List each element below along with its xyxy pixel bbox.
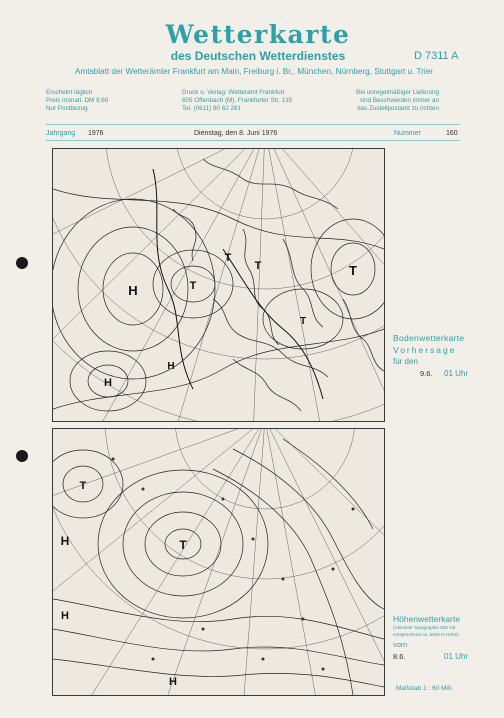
map1-label-line2: Vorhersage xyxy=(393,345,457,355)
coastlines xyxy=(173,159,384,411)
publication-info-left xyxy=(46,89,108,113)
info-line: Bei unregelmäßiger Lieferung xyxy=(356,89,439,96)
pressure-label: T xyxy=(224,252,232,264)
issue-year: 1976 xyxy=(88,130,104,137)
map1-label-line1: Bodenwetterkarte xyxy=(393,333,465,343)
pressure-label: H xyxy=(169,676,177,688)
issue-date: Dienstag, den 8. Juni 1976 xyxy=(194,130,278,137)
binder-hole xyxy=(16,450,28,462)
issue-number: 160 xyxy=(446,130,458,137)
info-line: das Zustellpostamt zu richten xyxy=(357,105,439,112)
map2-label-line2: (Absolute Topographie 500 mb xyxy=(393,625,456,630)
pressure-label: T xyxy=(79,480,87,492)
binder-hole xyxy=(16,257,28,269)
surface-weather-map xyxy=(52,148,385,422)
issue-divider xyxy=(46,140,460,141)
map-scale: Maßstab 1 : 60 Mill. xyxy=(396,685,453,692)
pressure-label: H xyxy=(61,610,69,622)
weather-fronts xyxy=(153,169,323,399)
pressure-centers xyxy=(61,480,188,688)
jahrgang-label: Jahrgang xyxy=(46,130,76,137)
map1-date: 9.6. xyxy=(420,369,433,378)
page-title: Wetterkarte xyxy=(165,20,351,49)
pressure-label: H xyxy=(104,377,112,389)
pressure-label: T xyxy=(254,260,262,272)
upper-air-weather-map xyxy=(52,428,385,696)
header-divider xyxy=(46,124,460,125)
publication-info-middle xyxy=(182,89,292,113)
surface-map-drawing xyxy=(53,149,384,421)
isobars xyxy=(53,189,384,411)
pressure-label: T xyxy=(299,316,307,327)
amtsblatt-line: Amtsblatt der Wetterämter Frankfurt am Main, Freiburg i. Br., München, Nürnberg, Stuttgart u. Trier xyxy=(75,67,433,76)
info-line: Druck u. Verlag: Wetteramt Frankfurt xyxy=(182,89,285,96)
map1-time: 01 Uhr xyxy=(444,369,469,378)
pressure-label: T xyxy=(349,263,357,278)
page-subtitle: des Deutschen Wetterdienstes xyxy=(170,49,346,63)
pressure-label: H xyxy=(128,283,138,298)
pressure-label: T xyxy=(189,280,197,292)
station-plots xyxy=(112,458,355,671)
info-line: sind Beschwerden immer an xyxy=(359,97,439,104)
doc-number: D 7311 A xyxy=(414,50,459,62)
map2-label-line4: vom xyxy=(393,640,408,649)
pressure-label: H xyxy=(167,361,175,372)
info-line: Erscheint täglich xyxy=(46,89,93,96)
map2-date: 8.6. xyxy=(393,652,406,661)
publication-info-right xyxy=(356,89,439,113)
upper-air-map-drawing xyxy=(53,429,384,695)
map2-time: 01 Uhr xyxy=(444,652,469,661)
nummer-label: Nummer xyxy=(394,130,421,137)
info-line: Nur Postbezug xyxy=(46,105,88,112)
meridian-grid xyxy=(53,149,384,421)
pressure-label: H xyxy=(60,534,70,548)
map2-label-line1: Höhenwetterkarte xyxy=(393,614,461,624)
map2-label-line3: entsprechend ca. 5500 m Höhe) xyxy=(393,632,459,637)
info-line: Preis monatl. DM 9,60 xyxy=(46,97,109,104)
info-line: 605 Offenbach (M), Frankfurter Str. 135 xyxy=(182,97,293,104)
pressure-label: T xyxy=(179,538,187,552)
info-line: Tel. (0611) 80 62 281 xyxy=(182,105,242,112)
map1-label-line3: für den xyxy=(393,357,418,366)
